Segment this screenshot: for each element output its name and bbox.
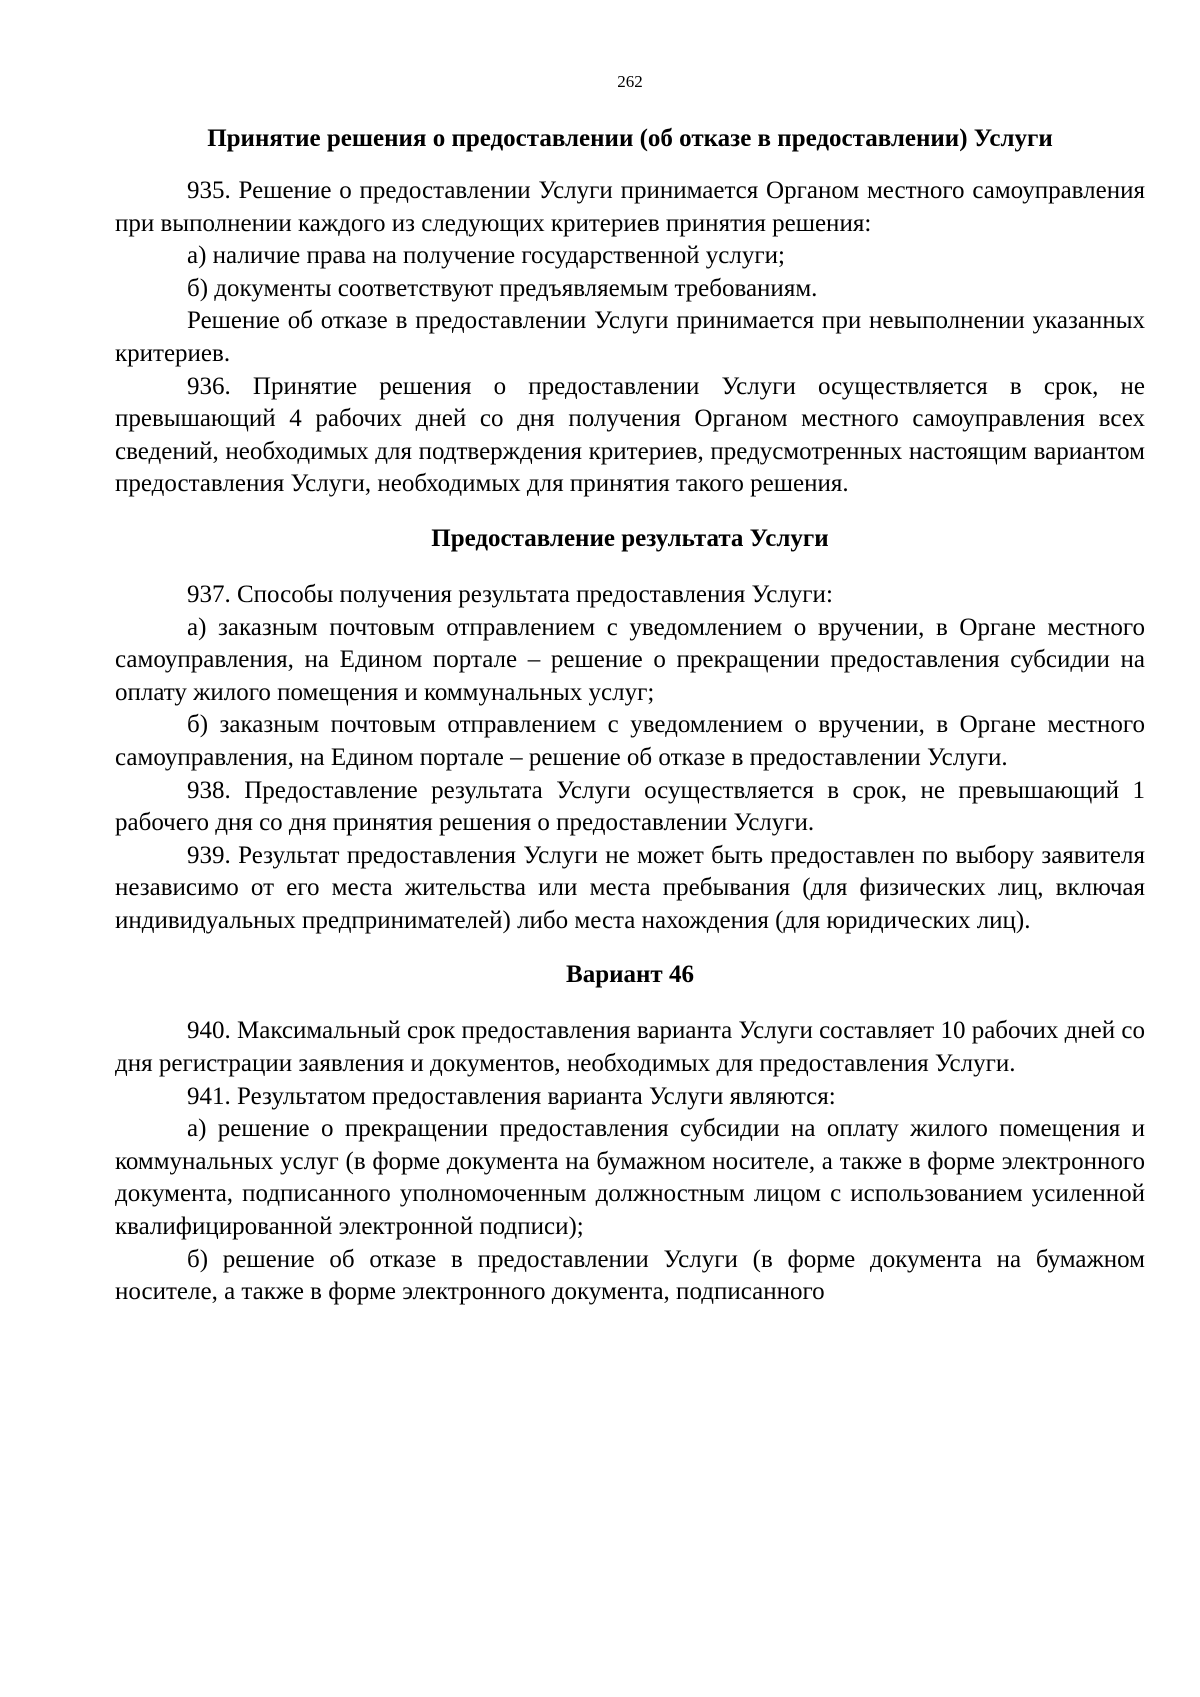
paragraph-936: 936. Принятие решения о предоставлении Услуги осуществляется в срок, не превышающий 4 рабочих дней со дня получения Органом местного самоуправления всех сведений, необходимых для подтверждения критериев, предусмотренных настоящим вариантом предоставления Услуги, необходимых для принятия такого решения. xyxy=(115,372,1145,498)
document-page xyxy=(115,0,1145,1309)
section-body-result xyxy=(115,579,1145,938)
paragraph-935-a: а) наличие права на получение государственной услуги; xyxy=(187,242,785,270)
paragraph-941: 941. Результатом предоставления варианта Услуги являются: xyxy=(187,1082,836,1110)
section-heading-result: Предоставление результата Услуги xyxy=(431,524,829,552)
paragraph-940: 940. Максимальный срок предоставления варианта Услуги составляет 10 рабочих дней со дня регистрации заявления и документов, необходимых для предоставления Услуги. xyxy=(115,1017,1145,1078)
page-number: 262 xyxy=(617,72,643,91)
paragraph-939: 939. Результат предоставления Услуги не может быть предоставлен по выбору заявителя независимо от его места жительства или места пребывания (для физических лиц, включая индивидуальных предпринимателей) либо места нахождения (для юридических лиц). xyxy=(115,841,1145,934)
paragraph-937-b: б) заказным почтовым отправлением с уведомлением о вручении, в Органе местного самоуправления, на Едином портале – решение об отказе в предоставлении Услуги. xyxy=(115,711,1145,771)
section-body-decision xyxy=(115,175,1145,501)
paragraph-941-b: б) решение об отказе в предоставлении Услуги (в форме документа на бумажном носителе, а также в форме электронного документа, подписанного xyxy=(115,1245,1145,1306)
paragraph-937: 937. Способы получения результата предоставления Услуги: xyxy=(187,580,833,608)
paragraph-938: 938. Предоставление результата Услуги осуществляется в срок, не превышающий 1 рабочего дня со дня принятия решения о предоставлении Услуги. xyxy=(115,776,1145,837)
section-heading-decision: Принятие решения о предоставлении (об отказе в предоставлении) Услуги xyxy=(207,125,1053,152)
paragraph-941-a: а) решение о прекращении предоставления субсидии на оплату жилого помещения и коммунальных услуг (в форме документа на бумажном носителе, а также в форме электронного документа, подписанного уполномоченным должностным лицом с использованием усиленной квалифицированной электронной подписи); xyxy=(115,1115,1145,1241)
section-body-variant xyxy=(115,1015,1145,1308)
paragraph-935: 935. Решение о предоставлении Услуги принимается Органом местного самоуправления при выполнении каждого из следующих критериев принятия решения: xyxy=(115,177,1145,237)
paragraph-937-a: а) заказным почтовым отправлением с уведомлением о вручении, в Органе местного самоуправления, на Едином портале – решение о прекращении предоставления субсидии на оплату жилого помещения и коммунальных услуг; xyxy=(115,613,1145,706)
paragraph-935-b: б) документы соответствуют предъявляемым требованиям. xyxy=(187,274,818,302)
paragraph-935-refusal: Решение об отказе в предоставлении Услуги принимается при невыполнении указанных критериев. xyxy=(115,307,1145,367)
section-heading-variant: Вариант 46 xyxy=(566,961,694,989)
